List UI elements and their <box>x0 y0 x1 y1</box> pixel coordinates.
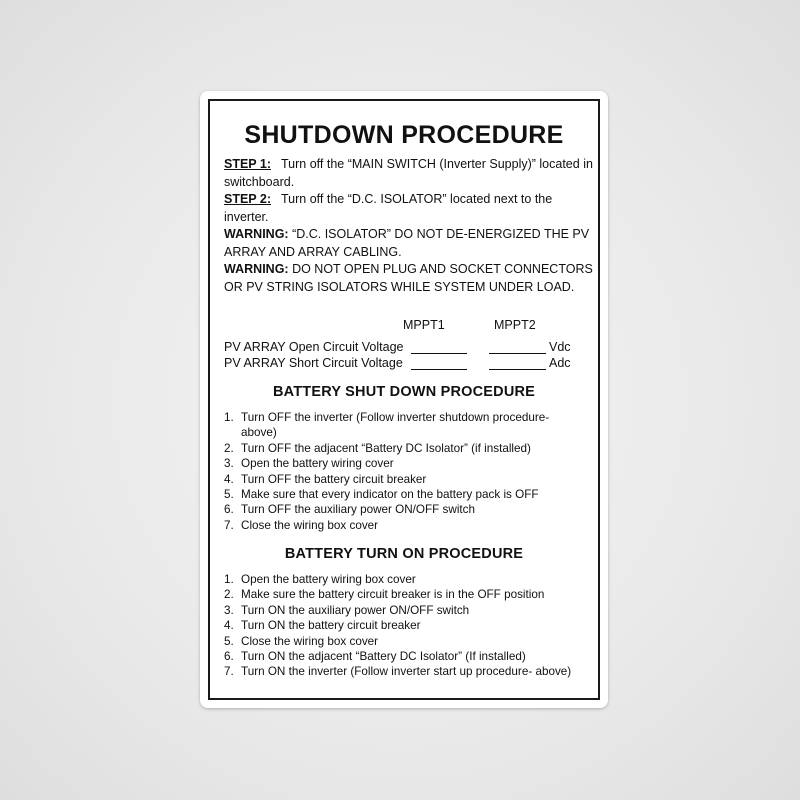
step-number: 7. <box>224 518 234 532</box>
step-1 <box>224 156 594 191</box>
procedure-step <box>224 587 584 602</box>
shutdown-sign <box>200 91 608 708</box>
open-circuit-label: PV ARRAY Open Circuit Voltage <box>224 340 404 354</box>
step-text: Close the wiring box cover <box>241 518 379 532</box>
mppt2-header: MPPT2 <box>494 318 536 332</box>
step-2 <box>224 191 594 226</box>
warning-1 <box>224 226 594 261</box>
step-number: 1. <box>224 573 234 586</box>
step-text: Open the battery wiring cover <box>241 457 394 471</box>
step-text: Turn OFF the adjacent “Battery DC Isolator” (if installed) <box>241 441 531 455</box>
procedure-step <box>224 410 584 441</box>
open-circuit-mppt2-blank <box>489 341 546 354</box>
procedure-step <box>224 649 584 664</box>
battery-shutdown-title: BATTERY SHUT DOWN PROCEDURE <box>272 384 536 400</box>
step-text: Turn ON the adjacent “Battery DC Isolator” (If installed) <box>241 650 526 664</box>
step-2-text: Turn off the “D.C. ISOLATOR” located next to the inverter. <box>224 192 553 224</box>
step-number: 6. <box>224 503 234 517</box>
step-text: Turn ON the battery circuit breaker <box>241 619 421 633</box>
step-text: Make sure the battery circuit breaker is in the OFF position <box>241 588 545 602</box>
step-number: 2. <box>224 441 234 455</box>
step-number: 7. <box>224 665 234 679</box>
short-circuit-row <box>224 355 403 372</box>
battery-turn-on-title: BATTERY TURN ON PROCEDURE <box>284 546 524 562</box>
warning-1-text: “D.C. ISOLATOR” DO NOT DE-ENERGIZED THE PV ARRAY AND ARRAY CABLING. <box>224 227 590 259</box>
step-number: 4. <box>224 619 234 633</box>
step-text: Make sure that every indicator on the battery pack is OFF <box>241 488 539 502</box>
procedure-step <box>224 518 584 533</box>
step-number: 3. <box>224 457 234 471</box>
procedure-step <box>224 456 584 471</box>
step-text: Turn ON the auxiliary power ON/OFF switch <box>241 603 470 617</box>
battery-turn-on-list <box>224 572 584 680</box>
battery-shutdown-list <box>224 410 584 533</box>
short-circuit-label: PV ARRAY Short Circuit Voltage <box>224 356 403 370</box>
short-circuit-unit: Adc <box>549 356 571 370</box>
step-number: 5. <box>224 488 234 502</box>
short-circuit-mppt2-blank <box>489 357 546 370</box>
shutdown-steps-block <box>224 156 594 296</box>
procedure-step <box>224 634 584 649</box>
step-number: 2. <box>224 588 234 602</box>
warning-2 <box>224 261 594 296</box>
step-number: 5. <box>224 634 234 648</box>
step-number: 3. <box>224 603 234 617</box>
step-text: Turn OFF the inverter (Follow inverter shutdown procedure- above) <box>241 411 550 440</box>
open-circuit-mppt1-blank <box>411 341 467 354</box>
open-circuit-unit: Vdc <box>549 340 571 354</box>
procedure-step <box>224 664 584 679</box>
procedure-step <box>224 472 584 487</box>
procedure-step <box>224 502 584 517</box>
procedure-step <box>224 441 584 456</box>
step-1-text: Turn off the “MAIN SWITCH (Inverter Supply)” located in switchboard. <box>224 157 593 189</box>
open-circuit-row <box>224 339 404 356</box>
step-text: Open the battery wiring box cover <box>241 573 416 586</box>
procedure-step <box>224 618 584 633</box>
step-text: Close the wiring box cover <box>241 634 379 648</box>
procedure-step <box>224 603 584 618</box>
step-2-label: STEP 2: <box>224 192 272 206</box>
short-circuit-mppt1-blank <box>411 357 467 370</box>
step-number: 4. <box>224 472 234 486</box>
procedure-step <box>224 572 584 587</box>
step-text: Turn OFF the battery circuit breaker <box>241 472 427 486</box>
warning-1-label: WARNING: <box>224 227 289 241</box>
step-number: 6. <box>224 650 234 664</box>
sign-border-frame <box>208 99 600 700</box>
step-text: Turn OFF the auxiliary power ON/OFF switch <box>241 503 476 517</box>
sign-title: SHUTDOWN PROCEDURE <box>244 121 564 149</box>
warning-2-text: DO NOT OPEN PLUG AND SOCKET CONNECTORS OR PV STRING ISOLATORS WHILE SYSTEM UNDER LOAD. <box>224 262 593 294</box>
mppt1-header: MPPT1 <box>403 318 445 332</box>
step-1-label: STEP 1: <box>224 157 272 171</box>
step-number: 1. <box>224 411 234 424</box>
step-text: Turn ON the inverter (Follow inverter start up procedure- above) <box>241 665 572 679</box>
procedure-step <box>224 487 584 502</box>
warning-2-label: WARNING: <box>224 262 289 276</box>
